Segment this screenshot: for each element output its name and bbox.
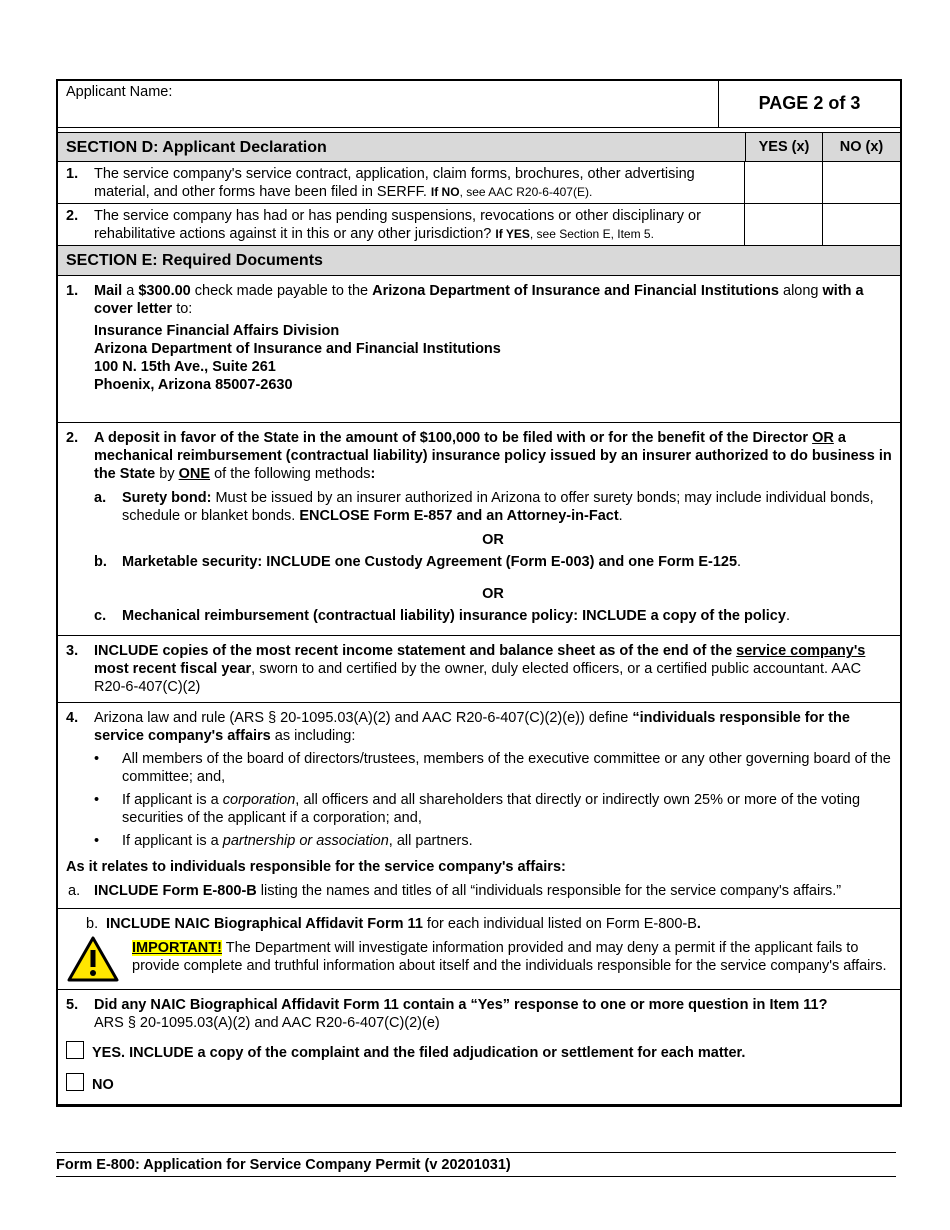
required-item-2 <box>58 423 900 636</box>
yes-checkbox[interactable] <box>66 1041 84 1059</box>
q1-yes-cell[interactable] <box>745 162 823 203</box>
statute-reference: ARS § 20-1095.03(A)(2) and AAC R20-6-407(C)(2)(e) <box>94 1015 440 1031</box>
mail-instructions: Mail a $300.00 check made payable to the Arizona Department of Insurance and Financial Institutions along with a cover letter to: <box>94 283 864 317</box>
required-item-4b <box>58 909 900 990</box>
relates-heading: As it relates to individuals responsible for the service company's affairs: <box>66 859 566 875</box>
bullet-icon: • <box>94 833 100 849</box>
item-number: 5. <box>66 997 79 1013</box>
no-option[interactable] <box>66 1076 892 1094</box>
required-item-5 <box>58 990 900 1104</box>
or-divider: OR <box>482 532 504 548</box>
required-item-1 <box>58 276 900 423</box>
question-text: The service company has had or has pending suspensions, revocations or other disciplinary or rehabilitative actions against it in this or any other jurisdiction? If YES, see Section E, Item 5. <box>94 208 701 242</box>
declaration-question-2 <box>58 204 900 246</box>
warning-icon <box>66 935 120 983</box>
section-e-header: SECTION E: Required Documents <box>58 246 900 276</box>
bullet-icon: • <box>94 751 100 767</box>
section-d-title: SECTION D: Applicant Declaration <box>58 133 746 161</box>
item-number: 1. <box>66 283 79 299</box>
question-text: The service company's service contract, application, claim forms, brochures, other advertising material, and other forms have been filed in SERFF. If NO, see AAC R20-6-407(E). <box>94 166 695 200</box>
no-option-label: NO <box>92 1077 114 1093</box>
option-marketable-security: b. Marketable security: INCLUDE one Custody Agreement (Form E-003) and one Form E-125. <box>94 554 742 570</box>
applicant-header-row <box>58 81 900 128</box>
option-surety-bond: a. Surety bond: Must be issued by an insurer authorized in Arizona to offer surety bonds; may include individual bonds, schedule or blanket bonds. ENCLOSE Form E-857 and an Attorney-in-Fact. <box>94 490 874 524</box>
question-number: 1. <box>66 166 79 182</box>
yes-column-header: YES (x) <box>746 133 823 161</box>
include-form-e800b: a. INCLUDE Form E-800-B listing the names and titles of all “individuals responsible for the service company's affairs.” <box>68 883 842 899</box>
important-notice: IMPORTANT! The Department will investigate information provided and may deny a permit if the applicant fails to provide complete and truthful information about itself and the individuals responsible for the service company's affairs. <box>66 939 892 983</box>
required-item-4 <box>58 703 900 909</box>
bullet-icon: • <box>94 792 100 808</box>
no-column-header: NO (x) <box>839 139 884 155</box>
or-divider: OR <box>482 586 504 602</box>
declaration-question-1 <box>58 162 900 204</box>
important-label: IMPORTANT! <box>132 940 222 956</box>
item-number: 2. <box>66 430 79 446</box>
section-d-header <box>58 133 900 162</box>
deposit-requirement: A deposit in favor of the State in the amount of $100,000 to be filed with or for the benefit of the Director OR a mechanical reimbursement (contractual liability) insurance policy issued by an insurer authorized to do business in the State by ONE of the following methods: <box>94 430 892 482</box>
affidavit-question: Did any NAIC Biographical Affidavit Form 11 contain a “Yes” response to one or more question in Item 11? <box>94 997 828 1013</box>
yes-option[interactable] <box>66 1044 892 1062</box>
bullet-item: • All members of the board of directors/trustees, members of the executive committee or any other governing board of the committee; and, <box>94 751 891 785</box>
q2-no-cell[interactable] <box>823 204 900 245</box>
no-checkbox[interactable] <box>66 1073 84 1091</box>
form-page <box>56 79 902 1107</box>
item-number: 4. <box>66 710 79 726</box>
bullet-item: • If applicant is a partnership or association, all partners. <box>94 833 473 849</box>
page-number: PAGE 2 of 3 <box>758 93 861 113</box>
mailing-address: Insurance Financial Affairs Division Arizona Department of Insurance and Financial Institutions 100 N. 15th Ave., Suite 261 Phoenix, Arizona 85007-2630 <box>94 323 501 393</box>
q1-no-cell[interactable] <box>823 162 900 203</box>
responsible-individuals-definition: Arizona law and rule (ARS § 20-1095.03(A)(2) and AAC R20-6-407(C)(2)(e)) define “individuals responsible for the service company's affairs as including: <box>94 710 850 744</box>
q2-yes-cell[interactable] <box>745 204 823 245</box>
applicant-name-field[interactable] <box>58 81 719 127</box>
required-item-3 <box>58 636 900 703</box>
yes-option-label: YES. INCLUDE a copy of the complaint and the filed adjudication or settlement for each matter. <box>92 1045 746 1061</box>
option-reimbursement-policy: c. Mechanical reimbursement (contractual liability) insurance policy: INCLUDE a copy of the policy. <box>94 608 790 624</box>
applicant-name-label: Applicant Name: <box>66 84 173 100</box>
include-affidavit: b. INCLUDE NAIC Biographical Affidavit Form 11 for each individual listed on Form E-800-B. <box>86 916 701 932</box>
bullet-item: • If applicant is a corporation, all officers and all shareholders that directly or indirectly own 25% or more of the voting securities of the applicant if a corporation; and, <box>94 792 861 826</box>
question-number: 2. <box>66 208 79 224</box>
form-footer: Form E-800: Application for Service Company Permit (v 20201031) <box>56 1152 896 1177</box>
item-number: 3. <box>66 643 79 659</box>
financial-statement-requirement: INCLUDE copies of the most recent income statement and balance sheet as of the end of the service company's most recent fiscal year, sworn to and certified by the owner, duly elected officers, or a certified public accountant. AAC R20-6-407(C)(2) <box>94 643 866 695</box>
